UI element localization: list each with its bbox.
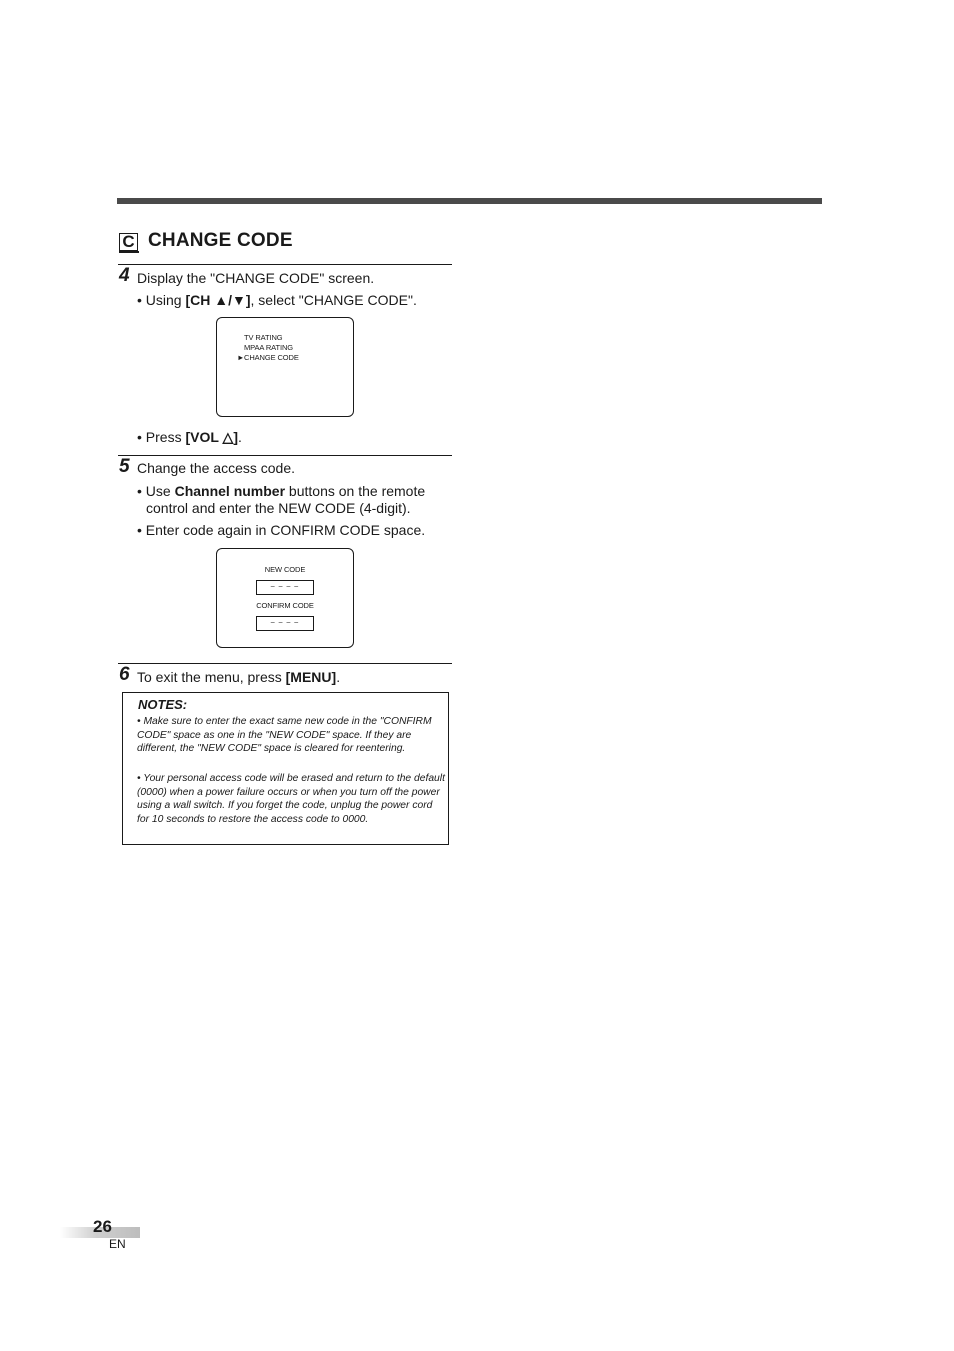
notes-title: NOTES: xyxy=(138,697,188,712)
step-4-bullet-1 xyxy=(137,292,417,309)
step-5-bullet-1-prefix: • Use xyxy=(137,483,175,499)
step-6-prefix: To exit the menu, press xyxy=(137,669,286,685)
page-language: EN xyxy=(109,1237,126,1251)
step-5-bullet-1-line-2: control and enter the NEW CODE (4-digit). xyxy=(146,500,411,516)
step-4-text: Display the "CHANGE CODE" screen. xyxy=(137,270,375,286)
confirm-code-label: CONFIRM CODE xyxy=(256,601,314,610)
step-4-bullet-2-suffix: . xyxy=(237,429,242,445)
step-6-text xyxy=(137,669,340,686)
section-title: CHANGE CODE xyxy=(148,230,293,251)
menu-screen xyxy=(216,317,354,417)
divider-step-5 xyxy=(118,455,452,456)
menu-cursor-icon: ► xyxy=(237,353,245,362)
step-4-bullet-2-prefix: • Press xyxy=(137,429,186,445)
step-6-suffix: . xyxy=(336,669,341,685)
menu-item-change-code: CHANGE CODE xyxy=(244,353,299,362)
section-letter: C xyxy=(119,233,138,251)
code-screen xyxy=(216,548,354,648)
step-4-bullet-2 xyxy=(137,429,242,446)
notes-box xyxy=(122,692,449,845)
note-item-1: • Make sure to enter the exact same new code in the "CONFIRM CODE" space as one in the "NEW CODE" space. If they are different, the "NEW CODE" space is cleared for reentering. xyxy=(137,716,432,755)
step-4-bullet-2-key: [VOL △] xyxy=(185,429,238,445)
step-6-number: 6 xyxy=(119,664,130,685)
step-5-text: Change the access code. xyxy=(137,460,295,476)
step-5-bullet-1-suffix: buttons on the remote xyxy=(285,483,426,499)
new-code-label: NEW CODE xyxy=(264,565,306,574)
step-4-bullet-1-suffix: , select "CHANGE CODE". xyxy=(250,292,417,308)
step-4-number: 4 xyxy=(119,265,130,286)
step-5-bullet-1 xyxy=(137,483,425,500)
new-code-field: – – – – xyxy=(256,580,314,595)
step-5-bullet-2: • Enter code again in CONFIRM CODE space. xyxy=(137,522,426,538)
header-rule xyxy=(117,198,822,204)
divider-step-4 xyxy=(118,264,452,265)
divider-step-6 xyxy=(118,663,452,664)
step-4-bullet-1-prefix: • Using xyxy=(137,292,186,308)
confirm-code-field: – – – – xyxy=(256,616,314,631)
note-item-2: • Your personal access code will be erased and return to the default (0000) when a power failure occurs or when you turn off the power using a wall switch. If you forget the code, unplug the power cord for 10 seconds to restore the access code to 0000. xyxy=(137,773,445,825)
step-4-bullet-1-key: [CH ▲/▼] xyxy=(185,292,251,308)
menu-item-tv-rating: TV RATING xyxy=(244,333,283,342)
step-5-number: 5 xyxy=(119,456,130,477)
step-6-key: [MENU] xyxy=(285,669,337,685)
step-5-bullet-1-key: Channel number xyxy=(174,483,286,499)
page-number: 26 xyxy=(93,1217,112,1236)
menu-item-mpaa-rating: MPAA RATING xyxy=(244,343,294,352)
section-letter-underline xyxy=(119,251,139,253)
